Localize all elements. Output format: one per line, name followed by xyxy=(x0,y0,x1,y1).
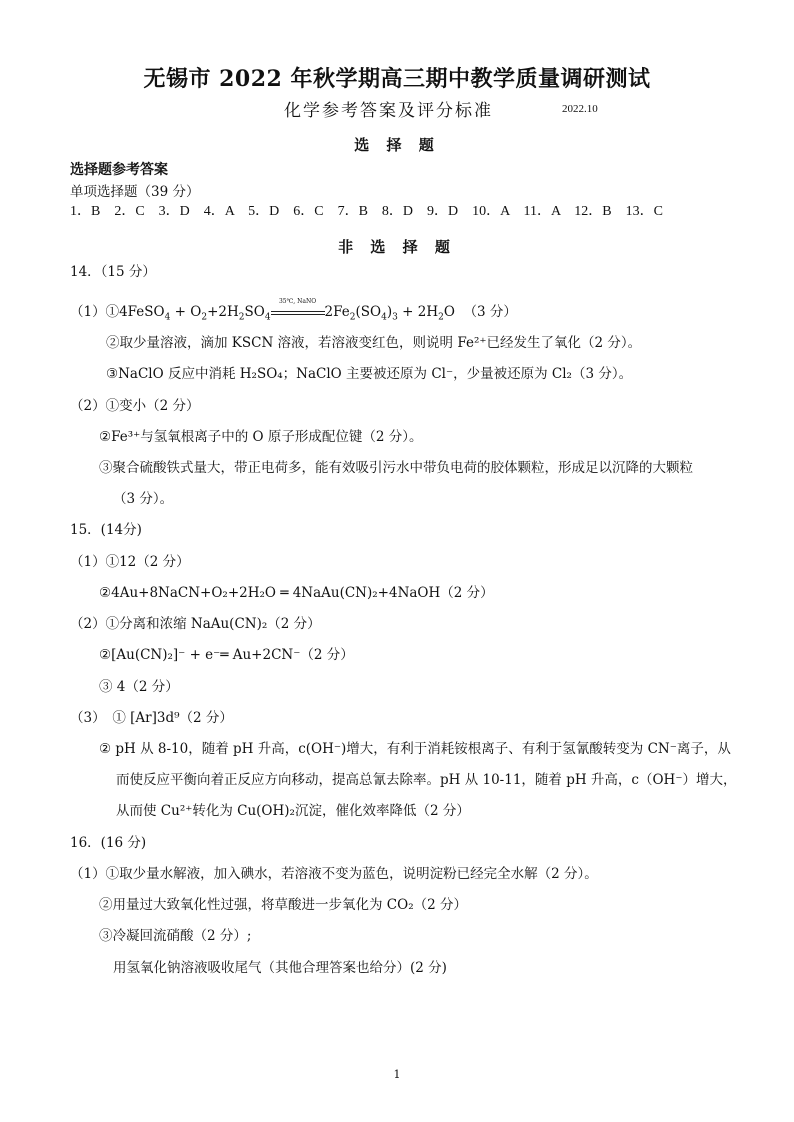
q16-1-3: ③冷凝回流硝酸（2 分）; xyxy=(99,928,252,944)
q16-header: 16．(16 分) xyxy=(70,835,147,851)
q14-2-3b: （3 分）。 xyxy=(113,491,174,507)
q14-1-3: ③NaClO 反应中消耗 H₂SO₄；NaClO 主要被还原为 Cl⁻，少量被还原为 Cl₂（3 分）。 xyxy=(106,366,633,382)
q14-header: 14．（15 分） xyxy=(70,264,156,280)
document-subtitle: 化学参考答案及评分标准 xyxy=(284,101,493,121)
q15-1-2: ②4Au+8NaCN+O₂+2H₂O ═ 4NaAu(CN)₂+4NaOH（2 分） xyxy=(99,585,494,601)
q16-1-2: ②用量过大致氧化性过强，将草酸进一步氧化为 CO₂（2 分） xyxy=(99,897,467,913)
q15-header: 15．(14分) xyxy=(70,522,142,538)
q14-2-1: （2）①变小（2 分） xyxy=(70,398,200,414)
choice-answers: 1．B 2．C 3．D 4．A 5．D 6．C 7．B 8．D 9．D 10．A 11．A 12．B 13．C xyxy=(70,204,663,219)
q15-1-1: （1）①12（2 分） xyxy=(70,554,190,570)
q15-2-3: ③ 4（2 分） xyxy=(99,679,179,695)
q14-2-2: ②Fe³⁺与氢氧根离子中的 O 原子形成配位键（2 分）。 xyxy=(99,429,423,445)
choice-subheading: 选择题参考答案 xyxy=(70,162,168,178)
q16-1-4: 用氢氧化钠溶液吸收尾气（其他合理答案也给分）(2 分) xyxy=(113,960,447,976)
q16-1-1: （1）①取少量水解液，加入碘水，若溶液不变为蓝色，说明淀粉已经完全水解（2 分）。 xyxy=(70,866,598,882)
q15-3-2c: 从而使 Cu²⁺转化为 Cu(OH)₂沉淀，催化效率降低（2 分） xyxy=(116,803,470,819)
q15-3-2a: ② pH 从 8-10，随着 pH 升高，c(OH⁻)增大，有利于消耗铵根离子、有利于氢氰酸转变为 CN⁻离子，从 xyxy=(99,741,731,757)
q15-3-1: （3） ① [Ar]3d⁹（2 分） xyxy=(70,710,233,726)
document-title: 无锡市 2022 年秋学期高三期中教学质量调研测试 xyxy=(143,66,651,92)
document-date: 2022.10 xyxy=(562,103,598,115)
q14-1-1-equation: （1）①4FeSO$_4$ + $O_2+2H_2SO_4$ 35℃, NaNO $2Fe_2(SO_4)_3 + 2H_2O$ （3 分） xyxy=(70,297,517,323)
q15-2-2: ②[Au(CN)₂]⁻ + e⁻═ Au+2CN⁻（2 分） xyxy=(99,647,354,663)
page-number: 1 xyxy=(393,1068,401,1081)
q15-2-1: （2）①分离和浓缩 NaAu(CN)₂（2 分） xyxy=(70,616,321,632)
reaction-condition-arrow: 35℃, NaNO xyxy=(271,308,325,318)
q14-1-2: ②取少量溶液，滴加 KSCN 溶液，若溶液变红色，则说明 Fe²⁺已经发生了氧化（2 分）。 xyxy=(106,335,642,351)
q15-3-2b: 而使反应平衡向着正反应方向移动，提高总氰去除率。pH 从 10-11，随着 pH 升高，c（OH⁻）增大， xyxy=(116,772,737,788)
section-heading-choice: 选 择 题 xyxy=(354,136,440,154)
q14-2-3a: ③聚合硫酸铁式量大，带正电荷多，能有效吸引污水中带负电荷的胶体颗粒，形成足以沉降的大颗粒 xyxy=(99,460,693,476)
single-choice-label: 单项选择题（39 分） xyxy=(70,184,200,200)
section-heading-nonchoice: 非 选 择 题 xyxy=(338,238,456,256)
